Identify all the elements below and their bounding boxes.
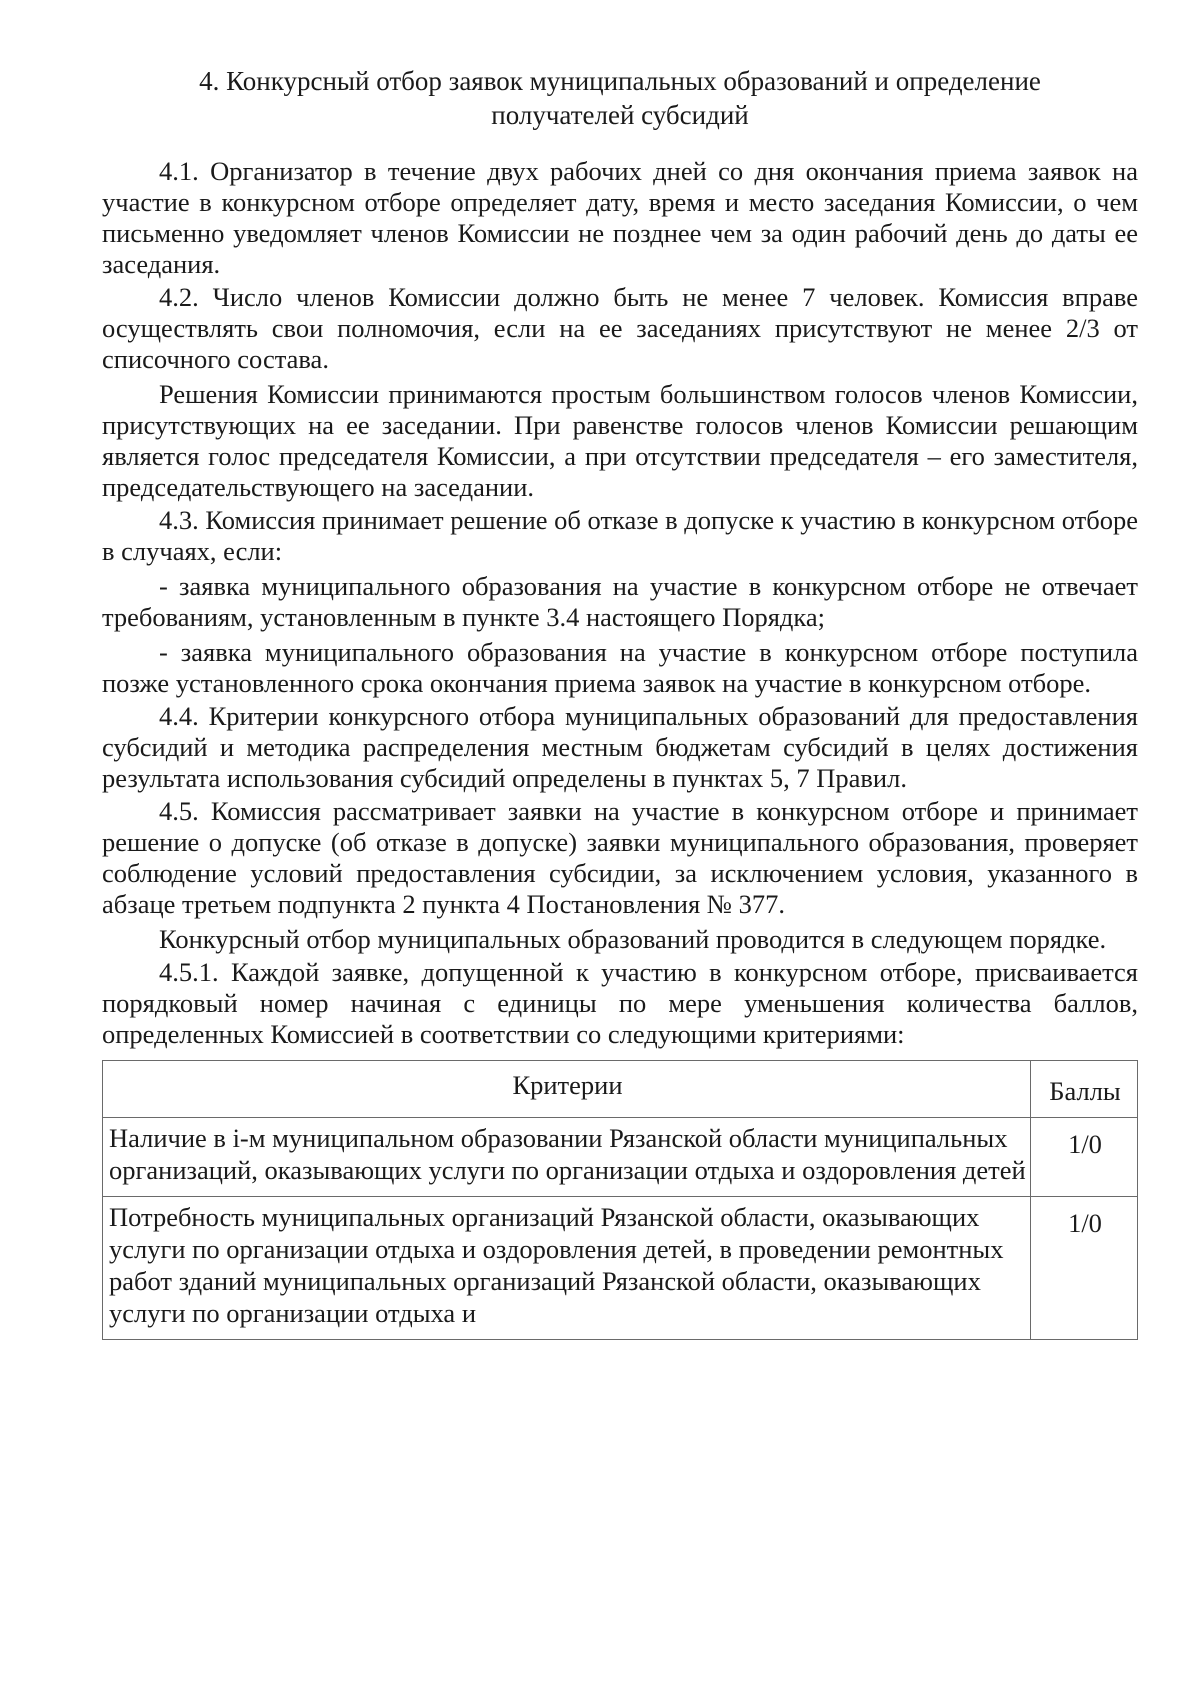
paragraph-4-4: 4.4. Критерии конкурсного отбора муниципальных образований для предоставления субсидий и методика распределения местным бюджетам субсидий в целях достижения результата использования субсидий определены в пунктах 5, 7 Правил. [102,701,1138,793]
criterion-cell: Потребность муниципальных организаций Рязанской области, оказывающих услуги по организации отдыха и оздоровления детей, в проведении ремонтных работ зданий муниципальных организаций Рязанской области, оказывающих услуги по организации отдыха и [103,1197,1031,1340]
paragraph-4-5: 4.5. Комиссия рассматривает заявки на участие в конкурсном отборе и принимает решение о допуске (об отказе в допуске) заявки муниципального образования, проверяет соблюдение условий предоставления субсидии, за исключением условия, указанного в абзаце третьем подпункта 2 пункта 4 Постановления № 377. [102,796,1138,919]
paragraph-selection-order: Конкурсный отбор муниципальных образований проводится в следующем порядке. [159,924,1107,954]
document-page [102,64,1138,1340]
paragraph-rejection-reason-1: - заявка муниципального образования на участие в конкурсном отборе не отвечает требованиям, установленным в пункте 3.4 настоящего Порядка; [102,571,1138,632]
table-row [103,1118,1138,1197]
paragraph-4-2: 4.2. Число членов Комиссии должно быть не менее 7 человек. Комиссия вправе осуществлять свои полномочия, если на ее заседаниях присутствуют не менее 2/3 от списочного состава. [102,282,1138,374]
section-title-line-2: получателей субсидий [491,100,749,130]
section-title [102,64,1138,132]
table-row [103,1197,1138,1340]
paragraph-4-1: 4.1. Организатор в течение двух рабочих дней со дня окончания приема заявок на участие в конкурсном отборе определяет дату, время и место заседания Комиссии, о чем письменно уведомляет членов Комиссии не позднее чем за один рабочий день до даты ее заседания. [102,156,1138,279]
criteria-column-header: Критерии [103,1061,1031,1118]
score-column-header: Баллы [1031,1061,1138,1118]
paragraph-4-3: 4.3. Комиссия принимает решение об отказе в допуске к участию в конкурсном отборе в случаях, если: [102,505,1138,566]
paragraph-4-5-1: 4.5.1. Каждой заявке, допущенной к участию в конкурсном отборе, присваивается порядковый номер начиная с единицы по мере уменьшения количества баллов, определенных Комиссией в соответствии со следующими критериями: [102,957,1138,1049]
criterion-cell: Наличие в i-м муниципальном образовании Рязанской области муниципальных организаций, оказывающих услуги по организации отдыха и оздоровления детей [103,1118,1031,1197]
paragraph-decisions: Решения Комиссии принимаются простым большинством голосов членов Комиссии, присутствующих на ее заседании. При равенстве голосов членов Комиссии решающим является голос председателя Комиссии, а при отсутствии председателя – его заместителя, председательствующего на заседании. [102,379,1138,502]
section-title-line-1: 4. Конкурсный отбор заявок муниципальных образований и определение [199,66,1041,96]
paragraph-rejection-reason-2: - заявка муниципального образования на участие в конкурсном отборе поступила позже установленного срока окончания приема заявок на участие в конкурсном отборе. [102,637,1138,698]
criteria-table [102,1060,1138,1340]
score-cell: 1/0 [1031,1118,1138,1197]
score-cell: 1/0 [1031,1197,1138,1340]
criteria-table-header-row [103,1061,1138,1118]
